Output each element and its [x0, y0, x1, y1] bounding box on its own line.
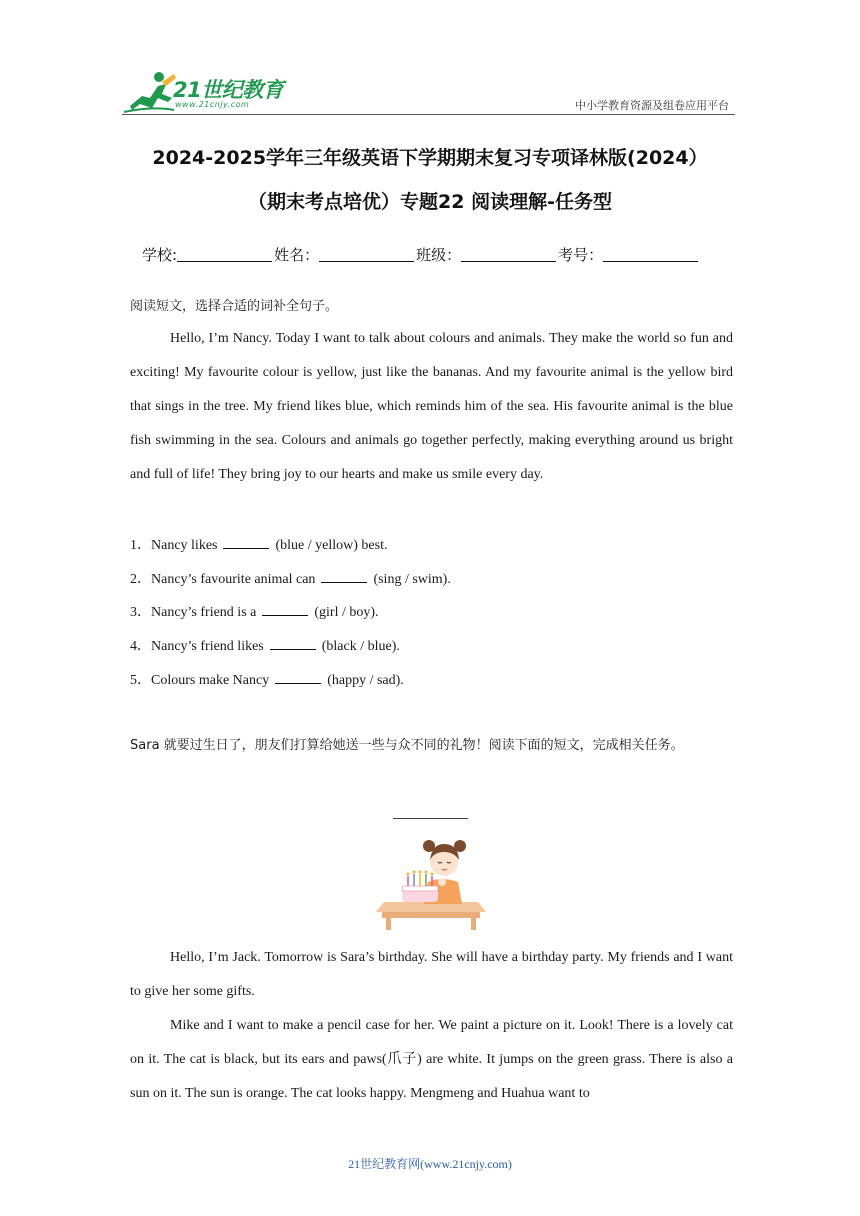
answer-blank[interactable]: [270, 636, 316, 650]
question-2: [130, 568, 451, 588]
header-divider: [122, 114, 735, 115]
page-title-line1: 2024-2025学年三年级英语下学期期末复习专项译林版(2024）: [152, 147, 708, 169]
answer-blank[interactable]: [321, 569, 367, 583]
class-field[interactable]: [461, 244, 556, 262]
question-text: Nancy’s friend is a: [151, 605, 257, 620]
question-text: Nancy’s friend likes: [151, 639, 264, 654]
question-3: [130, 601, 379, 621]
number-field[interactable]: [603, 244, 698, 262]
answer-blank[interactable]: [275, 670, 321, 684]
school-field[interactable]: [177, 244, 272, 262]
student-info-row: [142, 244, 700, 265]
question-text: Nancy’s favourite animal can: [151, 572, 316, 587]
question-1: [130, 534, 387, 554]
section1-passage: Hello, I’m Nancy. Today I want to talk about colours and animals. They make the world so fun and exciting! My favourite colour is yellow, just like the bananas. And my favourite animal is the yellow bird that sings in the tree. My friend likes blue, which reminds him of the sea. His favourite animal is the blue fish swimming in the sea. Colours and animals go together perfectly, making everything around us bright and full of life! They bring joy to our hearts and make us smile every day.: [130, 331, 733, 482]
section1-instruction: 阅读短文，选择合适的词补全句子。: [130, 299, 339, 314]
name-field[interactable]: [319, 244, 414, 262]
section2-paragraph2: Mike and I want to make a pencil case for her. We paint a picture on it. Look! There is a lovely cat on it. The cat is black, but its ears and paws(爪子) are white. It jumps on the green grass. There is also a sun on it. The sun is orange. The cat looks happy. Mengmeng and Huahua want to: [130, 1018, 733, 1101]
title-blank-line[interactable]: [393, 818, 468, 819]
question-4: [130, 635, 400, 655]
page-title-line2: （期末考点培优）专题22 阅读理解-任务型: [248, 191, 612, 213]
number-label: 考号：: [558, 246, 604, 264]
question-number: 2．: [130, 572, 151, 587]
answer-blank[interactable]: [223, 535, 269, 549]
answer-blank[interactable]: [262, 602, 308, 616]
question-number: 3．: [130, 605, 151, 620]
question-text: Colours make Nancy: [151, 673, 270, 688]
question-text: Nancy likes: [151, 538, 218, 553]
school-label: 学校:: [142, 246, 178, 264]
question-5: [130, 669, 404, 689]
question-options: (girl / boy).: [314, 605, 379, 620]
question-options: (happy / sad).: [327, 673, 404, 688]
section2-intro: Sara 就要过生日了，朋友们打算给她送一些与众不同的礼物！阅读下面的短文，完成相关任务。: [130, 738, 684, 753]
logo-url: www.21cnjy.com: [175, 100, 250, 109]
question-options: (black / blue).: [321, 639, 400, 654]
name-label: 姓名：: [274, 246, 320, 264]
question-number: 4．: [130, 639, 151, 654]
platform-label: 中小学教育资源及组卷应用平台: [575, 99, 729, 112]
section2-paragraph1: Hello, I’m Jack. Tomorrow is Sara’s birthday. She will have a birthday party. My friends and I want to give her some gifts.: [130, 950, 733, 999]
class-label: 班级：: [416, 246, 462, 264]
logo-text: 21世纪教育: [173, 78, 284, 102]
question-number: 5．: [130, 673, 151, 688]
question-options: (blue / yellow) best.: [275, 538, 388, 553]
question-number: 1．: [130, 538, 151, 553]
girl-birthday-cake-illustration: [370, 832, 492, 932]
footer-link[interactable]: 21世纪教育网(www.21cnjy.com): [348, 1157, 512, 1171]
question-options: (sing / swim).: [373, 572, 451, 587]
